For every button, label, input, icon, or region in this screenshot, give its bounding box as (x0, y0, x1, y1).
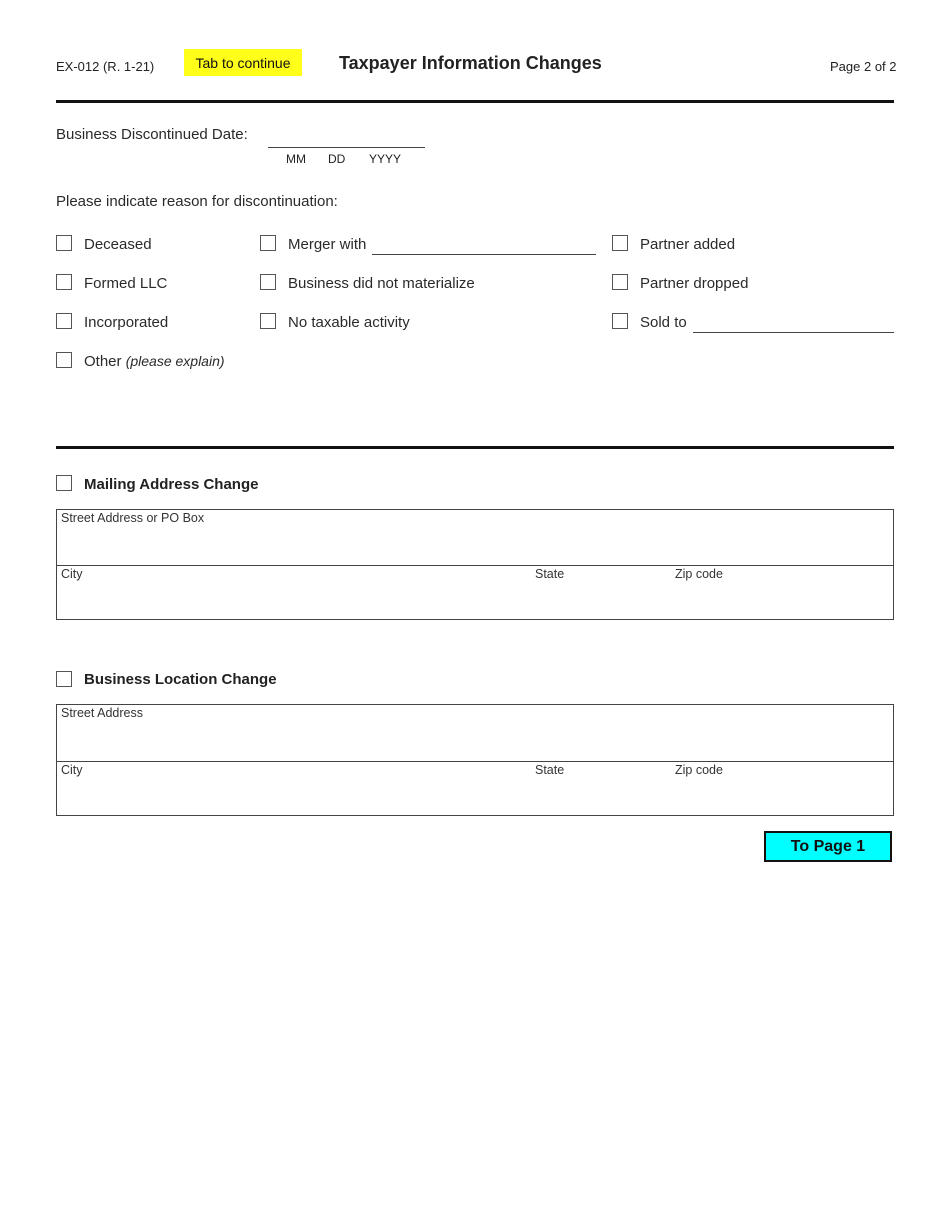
header-divider (56, 100, 894, 103)
incorporated-checkbox[interactable] (56, 313, 72, 329)
deceased-label: Deceased (84, 236, 152, 253)
mailing-zip-label: Zip code (675, 567, 723, 581)
partner-dropped-label: Partner dropped (640, 275, 749, 292)
mailing-state-label: State (535, 567, 565, 581)
sold-to-checkbox[interactable] (612, 313, 628, 329)
date-dd-hint: DD (328, 152, 346, 166)
incorporated-label: Incorporated (84, 314, 169, 331)
partner-dropped-checkbox[interactable] (612, 274, 628, 290)
mailing-street-field[interactable] (57, 510, 893, 565)
merger-with-field[interactable] (372, 254, 596, 255)
no-taxable-checkbox[interactable] (260, 313, 276, 329)
not-materialize-label: Business did not materialize (288, 275, 475, 292)
to-page-1-button[interactable]: To Page 1 (764, 831, 892, 862)
not-materialize-checkbox[interactable] (260, 274, 276, 290)
date-yyyy-hint: YYYY (369, 152, 402, 166)
mailing-street-label: Street Address or PO Box (61, 511, 205, 525)
other-note: (please explain) (125, 353, 225, 369)
business-location-checkbox[interactable] (56, 671, 72, 687)
form-id: EX-012 (R. 1-21) (56, 59, 155, 74)
location-city-row (57, 761, 893, 817)
mailing-address-checkbox[interactable] (56, 475, 72, 491)
formed-llc-checkbox[interactable] (56, 274, 72, 290)
tab-to-continue-button[interactable]: Tab to continue (184, 49, 302, 76)
location-zip-label: Zip code (675, 763, 723, 777)
sold-to-field[interactable] (693, 332, 894, 333)
location-street-label: Street Address (61, 706, 143, 720)
mailing-address-heading: Mailing Address Change (84, 476, 259, 493)
other-text: Other (84, 353, 122, 370)
other-checkbox[interactable] (56, 352, 72, 368)
page-title: Taxpayer Information Changes (339, 53, 602, 73)
mailing-city-label: City (61, 567, 83, 581)
partner-added-checkbox[interactable] (612, 235, 628, 251)
no-taxable-label: No taxable activity (288, 314, 410, 331)
sold-to-label: Sold to (640, 314, 687, 331)
location-street-field[interactable] (57, 705, 893, 760)
partner-added-label: Partner added (640, 236, 736, 253)
page-indicator: Page 2 of 2 (830, 59, 897, 74)
location-city-label: City (61, 763, 83, 777)
mailing-city-row (57, 565, 893, 621)
date-mm-hint: MM (286, 152, 306, 166)
discontinued-date-label: Business Discontinued Date: (56, 126, 248, 143)
business-location-box (56, 704, 894, 816)
deceased-checkbox[interactable] (56, 235, 72, 251)
merger-label: Merger with (288, 236, 367, 253)
other-label (84, 353, 225, 370)
business-location-heading: Business Location Change (84, 671, 277, 688)
discontinued-date-field[interactable] (268, 147, 425, 148)
mailing-address-box (56, 509, 894, 620)
section-divider (56, 446, 894, 449)
reason-prompt: Please indicate reason for discontinuation: (56, 193, 338, 210)
merger-checkbox[interactable] (260, 235, 276, 251)
formed-llc-label: Formed LLC (84, 275, 168, 292)
location-state-label: State (535, 763, 565, 777)
